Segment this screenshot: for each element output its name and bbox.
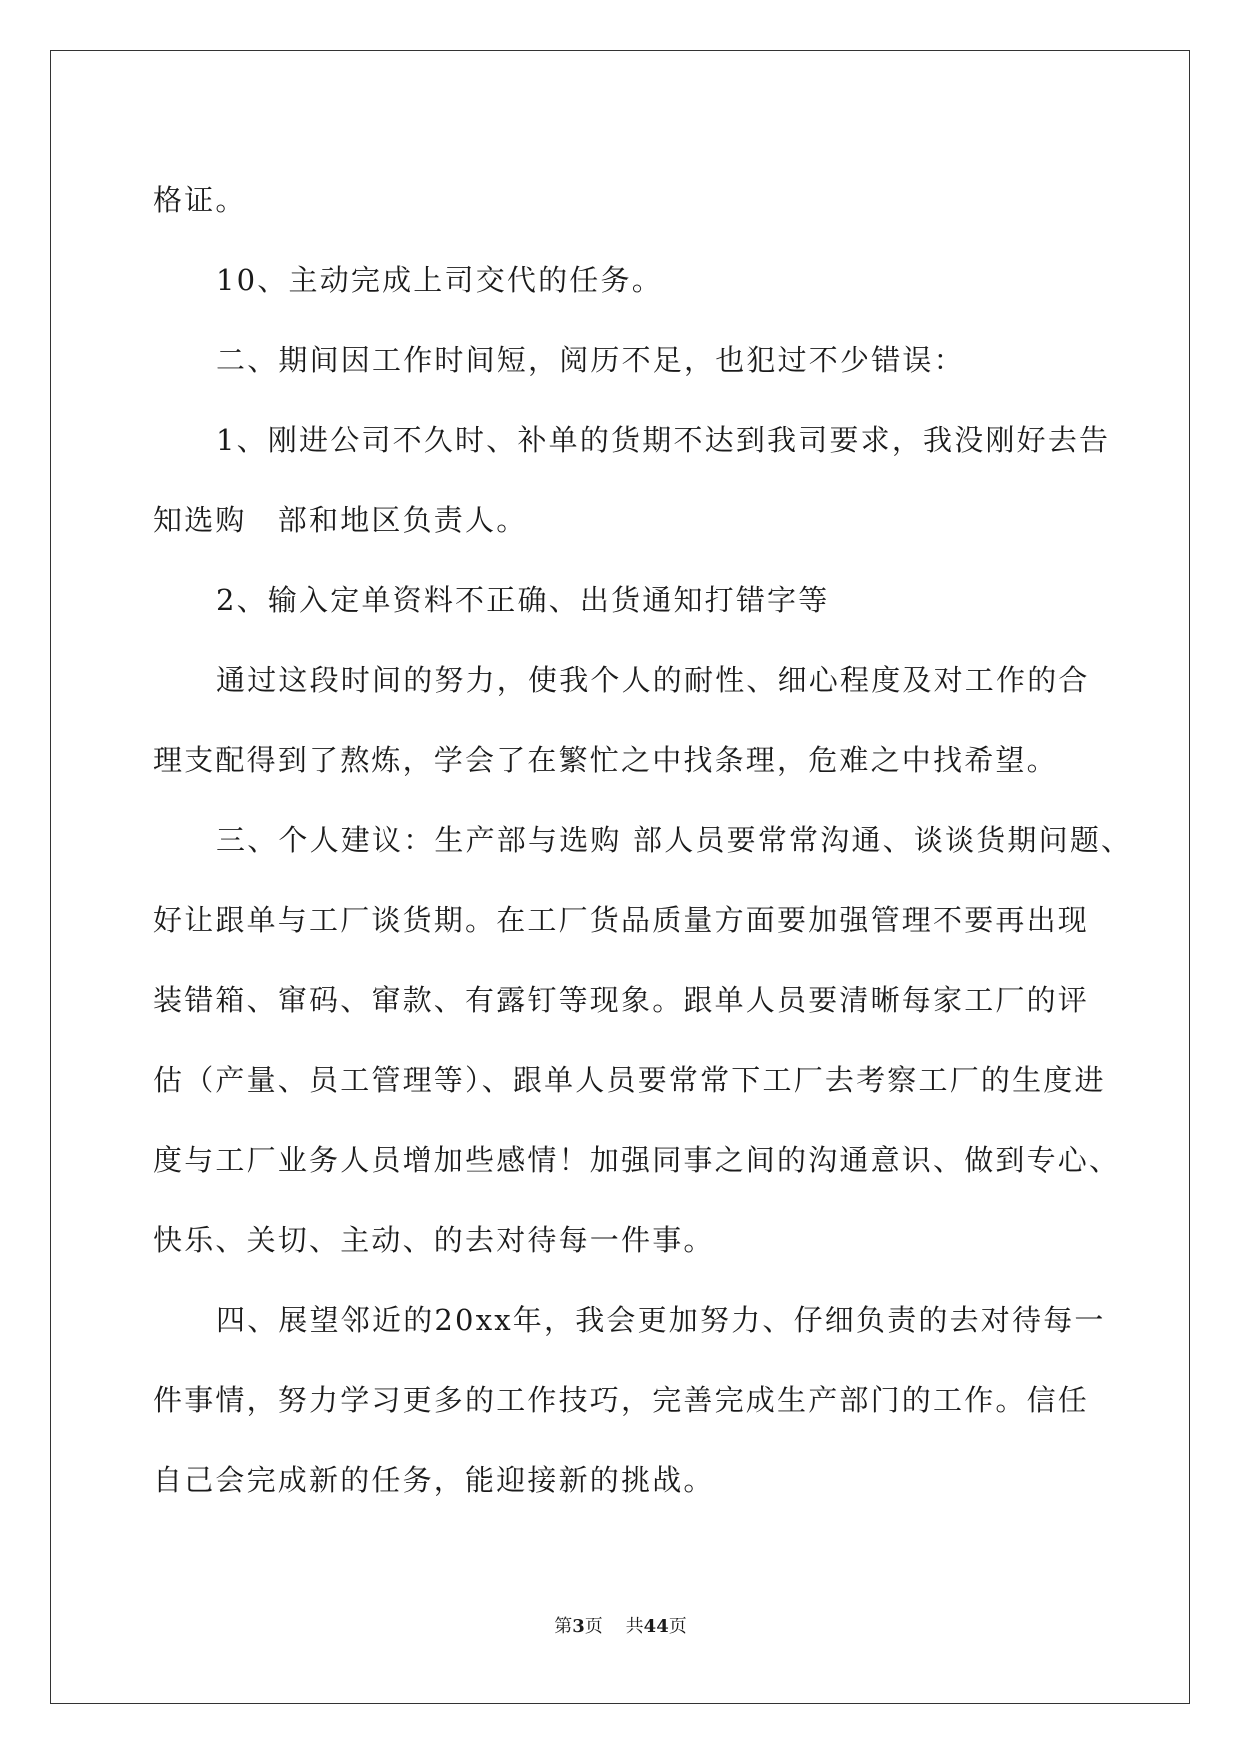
text-line: 度与工厂业务人员增加些感情！加强同事之间的沟通意识、做到专心、 bbox=[153, 1143, 1121, 1177]
text-line: 快乐、关切、主动、的去对待每一件事。 bbox=[153, 1223, 715, 1257]
text-line: 知选购 部和地区负责人。 bbox=[153, 503, 528, 537]
paragraph-line: 通过这段时间的努力，使我个人的耐性、细心程度及对工作的合 bbox=[216, 663, 1090, 697]
text-line: 件事情，努力学习更多的工作技巧，完善完成生产部门的工作。信任 bbox=[153, 1383, 1090, 1417]
footer-prefix: 第 bbox=[554, 1616, 573, 1637]
text-line: 装错箱、窜码、窜款、有露钉等现象。跟单人员要清晰每家工厂的评 bbox=[153, 983, 1090, 1017]
text-line: 自己会完成新的任务，能迎接新的挑战。 bbox=[153, 1463, 715, 1497]
paragraph-line: 2、输入定单资料不正确、出货通知打错字等 bbox=[216, 583, 830, 617]
total-page-count: 44 bbox=[643, 1616, 669, 1637]
text-line: 估（产量、员工管理等）、跟单人员要常常下工厂去考察工厂的生度进 bbox=[153, 1063, 1106, 1097]
footer-page-word: 页 bbox=[584, 1616, 603, 1637]
text-line: 格证。 bbox=[153, 183, 247, 217]
paragraph-line: 10、主动完成上司交代的任务。 bbox=[216, 263, 663, 297]
paragraph-line: 1、刚进公司不久时、补单的货期不达到我司要求，我没刚好去告 bbox=[216, 423, 1111, 457]
footer-total-suffix: 页 bbox=[668, 1616, 687, 1637]
section-heading-4: 四、展望邻近的20xx年，我会更加努力、仔细负责的去对待每一 bbox=[216, 1303, 1106, 1337]
text-line: 好让跟单与工厂谈货期。在工厂货品质量方面要加强管理不要再出现 bbox=[153, 903, 1090, 937]
document-body bbox=[153, 160, 1133, 1520]
page-footer bbox=[0, 1612, 1241, 1638]
section-heading-3: 三、个人建议：生产部与选购 部人员要常常沟通、谈谈货期问题、 bbox=[216, 823, 1133, 857]
section-heading-2: 二、期间因工作时间短，阅历不足，也犯过不少错误： bbox=[216, 343, 965, 377]
text-line: 理支配得到了熬炼，学会了在繁忙之中找条理，危难之中找希望。 bbox=[153, 743, 1058, 777]
footer-total-prefix: 共 bbox=[625, 1616, 644, 1637]
current-page-number: 3 bbox=[572, 1616, 585, 1637]
